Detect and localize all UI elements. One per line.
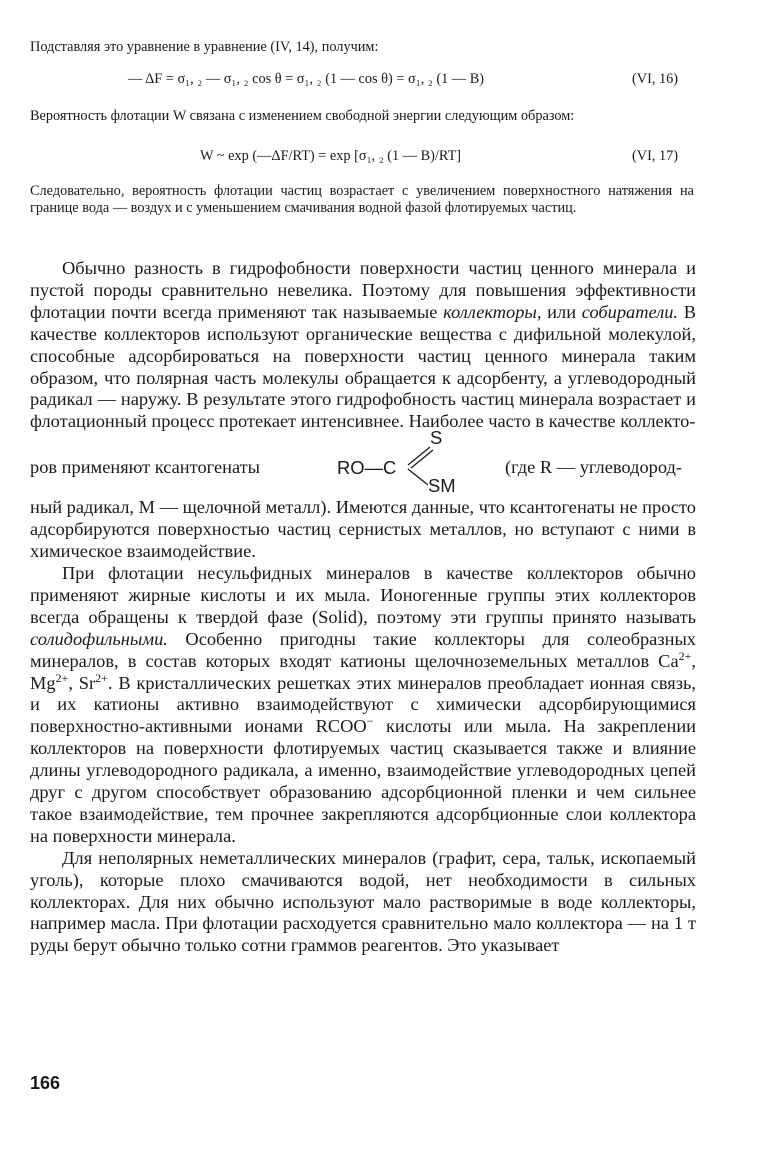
equation-number-vi-16: (VI, 16): [632, 71, 679, 87]
xanthate-formula-line: [30, 427, 696, 497]
equation-number-vi-17: (VI, 17): [632, 148, 679, 164]
main-body: [30, 258, 696, 957]
equation-vi-16: — ΔF = σ₁, ₂ — σ₁, ₂ cos θ = σ₁, ₂ (1 — cos θ) = σ₁, ₂ (1 — B): [128, 71, 485, 87]
equation-vi-17: W ~ exp (—ΔF/RT) = exp [σ₁, ₂ (1 — B)/RT]: [200, 148, 462, 164]
solidophilic-term: солидофильными.: [30, 628, 168, 649]
xanthate-text-after: (где R — углеводород-: [505, 457, 682, 478]
probability-text: Вероятность флотации W связана с изменением свободной энергии следующим образом:: [30, 108, 575, 124]
intro-text: Подставляя это уравнение в уравнение (IV, 14), получим:: [30, 39, 379, 55]
paragraph-nonpolar: Для неполярных неметаллических минералов (графит, сера, тальк, ископаемый уголь), которые плохо смачиваются водой, нет необходимости в сильных коллекторах. Для них обычно используют мало растворимые в воде коллекторы, например масла. При флотации расходуется сравнительно мало коллектора — на 1 т руды берут обычно только сотни граммов реагентов. Это указывает: [30, 847, 696, 956]
conclusion-text: Следовательно, вероятность флотации частиц возрастает с увеличением поверхностного натяжения на границе вода — воздух и с уменьшением смачивания водной фазой флотируемых частиц.: [30, 183, 694, 216]
paragraph-nonsulfide: При флотации несульфидных минералов в качестве коллекторов обычно применяют жирные кислоты и их мыла. Ионогенные группы этих коллекторов всегда обращены к твердой фазе (Solid), поэтому эти группы принято называть солидофильными. Особенно пригодны такие коллекторы для солеобразных минералов, в состав которых входят катионы щелочноземельных металлов $Ca^{2+}$, $Mg^{2+}$, $Sr^{2+}$. В кристаллических решетках этих минералов преобладает ионная связь, и их катионы активно взаимодействуют с химически адсорбирующимися поверхностно-активными ионами RCOO− кислоты или мыла. На закреплении коллекторов на поверхности флотируемых частиц сказывается также и влияние длины углеводородного радикала, а именно, взаимодействие углеводородных цепей друг с другом способствует образованию адсорбционной пленки и чем сильнее такое взаимодействие, тем прочнее закрепляются адсорбционные слои коллектора на поверхности минерала.: [30, 562, 696, 846]
paragraph-xanthates: ный радикал, M — щелочной металл). Имеются данные, что ксантогенаты не просто адсорбируются поверхностью частиц сернистых металлов, но вступают с ними в химическое взаимодействие.: [30, 497, 696, 562]
xanthate-s: S: [430, 427, 443, 449]
paragraph-collectors: Обычно разность в гидрофобности поверхности частиц ценного минерала и пустой породы сравнительно невелика. Поэтому для повышения эффективности флотации почти всегда применяют так называемые коллекторы, или собиратели. В качестве коллекторов используют органические вещества с дифильной молекулой, способные адсорбироваться на поверхности частиц ценного минерала таким образом, что полярная часть молекулы обращается к адсорбенту, а углеводородный радикал — наружу. В результате этого гидрофобность частиц минерала возрастает и флотационный процесс протекает интенсивнее. Наиболее часто в качестве коллекто-: [30, 258, 696, 432]
collectors-term: коллекторы,: [443, 301, 542, 322]
gatherers-term: собиратели.: [581, 301, 679, 322]
xanthate-ro-c: RO—C: [337, 457, 397, 479]
page-number: 166: [30, 1073, 61, 1093]
xanthate-sm: SM: [428, 475, 456, 497]
xanthate-text-before: ров применяют ксантогенаты: [30, 457, 261, 478]
